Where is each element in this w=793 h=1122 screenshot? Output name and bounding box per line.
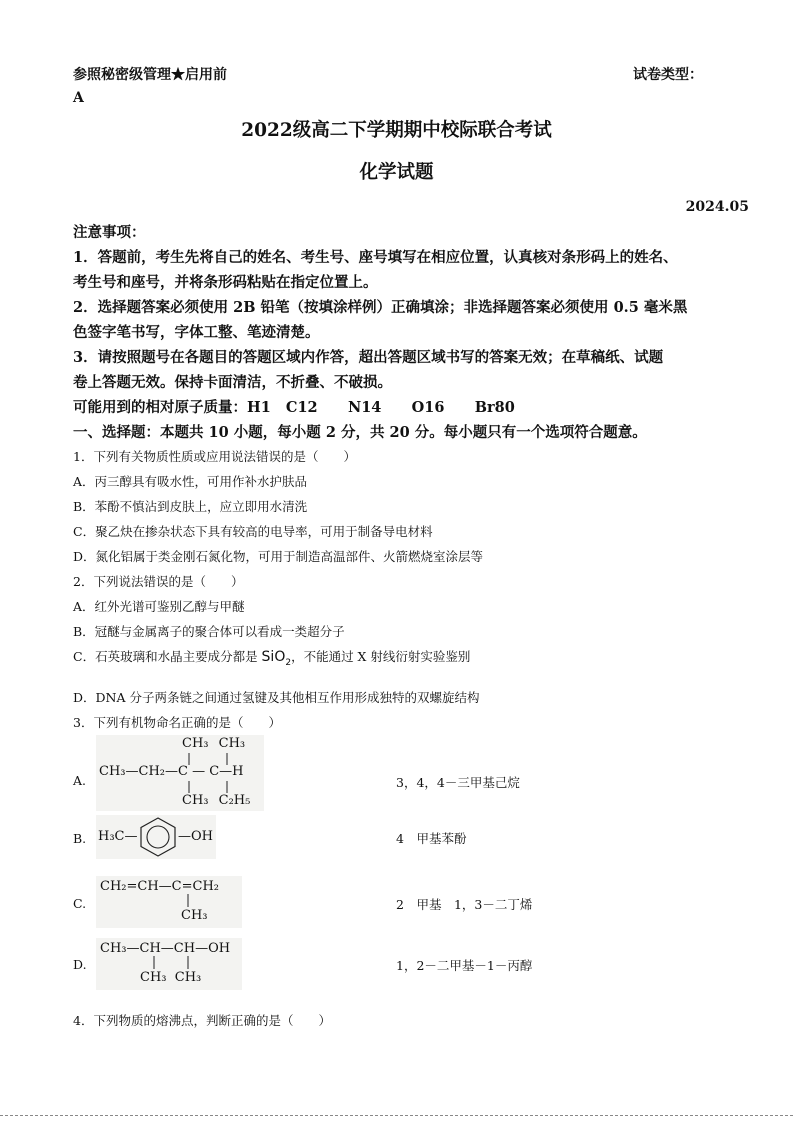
- page-bottom-divider: [0, 1115, 793, 1117]
- q3-option-a-name: 3，4，4－三甲基己烷: [396, 775, 520, 790]
- structure-a-image: [96, 735, 264, 811]
- q1-option-b: B．苯酚不慎沾到皮肤上，应立即用水清洗: [73, 499, 308, 514]
- structure-c-image: [96, 876, 242, 928]
- q3-option-d-letter: D.: [73, 957, 87, 972]
- notice-item1-line1: 1．答题前，考生先将自己的姓名、考生号、座号填写在相应位置，认真核对条形码上的姓名、: [73, 249, 678, 266]
- q2-option-a: A．红外光谱可鉴别乙醇与甲醚: [73, 599, 245, 614]
- q3-stem: 3．下列有机物命名正确的是（ ）: [73, 715, 281, 730]
- notice-item2-line2: 色签字笔书写，字体工整、笔迹清楚。: [73, 324, 320, 341]
- structure-b-right: —OH: [178, 829, 213, 844]
- q1-option-a: A．丙三醇具有吸水性，可用作补水护肤品: [73, 474, 308, 489]
- structure-c-bottom: CH₃: [181, 908, 208, 923]
- notice-item2-line1: 2．选择题答案必须使用 2B 铅笔（按填涂样例）正确填涂；非选择题答案必须使用 0.5 毫米黑: [73, 299, 688, 316]
- q2-option-d: D．DNA 分子两条链之间通过氢键及其他相互作用形成独特的双螺旋结构: [73, 690, 480, 705]
- structure-d-main: CH₃—CH—CH—OH: [100, 941, 231, 956]
- paper-type-value: A: [73, 90, 84, 106]
- exam-title: 2022级高二下学期期中校际联合考试: [241, 120, 552, 141]
- structure-b-left: H₃C—: [98, 829, 138, 844]
- q1-option-d: D．氮化铝属于类金刚石氮化物，可用于制造高温部件、火箭燃烧室涂层等: [73, 549, 484, 564]
- structure-a-bottom: CH₃ C₂H₅: [182, 793, 251, 808]
- q1-stem: 1．下列有关物质性质或应用说法错误的是（ ）: [73, 449, 356, 464]
- q2-option-c: [73, 647, 470, 668]
- structure-b-image: [96, 815, 216, 859]
- q3-option-a-letter: A.: [73, 773, 87, 788]
- structure-d-bottom: CH₃ CH₃: [140, 970, 202, 985]
- q3-option-c-name: 2 甲基 1，3－二丁烯: [396, 897, 533, 912]
- structure-d-image: [96, 938, 242, 990]
- secrecy-label: 参照秘密级管理★启用前: [73, 67, 227, 83]
- benzene-ring: [136, 815, 180, 859]
- q2-option-b: B．冠醚与金属离子的聚合体可以看成一类超分子: [73, 624, 345, 639]
- q1-option-c: C．聚乙炔在掺杂状态下具有较高的电导率，可用于制备导电材料: [73, 524, 433, 539]
- subject-title: 化学试题: [359, 162, 434, 183]
- structure-a-top: CH₃ CH₃: [182, 736, 246, 751]
- notice-heading: 注意事项：: [73, 224, 146, 241]
- q3-option-b-name: 4 甲基苯酚: [396, 831, 467, 846]
- q3-option-d-name: 1，2－二甲基－1－丙醇: [396, 958, 533, 973]
- atomic-masses: 可能用到的相对原子质量：H1 C12 N14 O16 Br80: [73, 399, 515, 416]
- notice-item3-line1: 3．请按照题号在各题目的答题区域内作答，超出答题区域书写的答案无效；在草稿纸、试题: [73, 349, 664, 366]
- section1-heading: 一、选择题：本题共 10 小题，每小题 2 分，共 20 分。每小题只有一个选项符合题意。: [73, 424, 647, 441]
- exam-date: 2024.05: [685, 199, 749, 215]
- structure-a-main: CH₃—CH₂—C — C—H: [99, 764, 244, 779]
- paper-type-label: 试卷类型：: [633, 67, 703, 83]
- notice-item3-line2: 卷上答题无效。保持卡面清洁，不折叠、不破损。: [73, 374, 392, 391]
- q3-option-c-letter: C.: [73, 896, 87, 911]
- q3-option-b-letter: B.: [73, 831, 87, 846]
- sio2-formula: SiO$_2$: [261, 649, 292, 668]
- q2-option-c-post: ，不能通过 X 射线衍射实验鉴别: [291, 649, 471, 664]
- notice-item1-line2: 考生号和座号，并将条形码粘贴在指定位置上。: [73, 274, 378, 291]
- q2-option-c-pre: C．石英玻璃和水晶主要成分都是: [73, 649, 262, 664]
- structure-c-main: CH₂=CH—C=CH₂: [100, 879, 220, 894]
- q2-stem: 2．下列说法错误的是（ ）: [73, 574, 244, 589]
- q4-stem: 4．下列物质的熔沸点，判断正确的是（ ）: [73, 1013, 331, 1028]
